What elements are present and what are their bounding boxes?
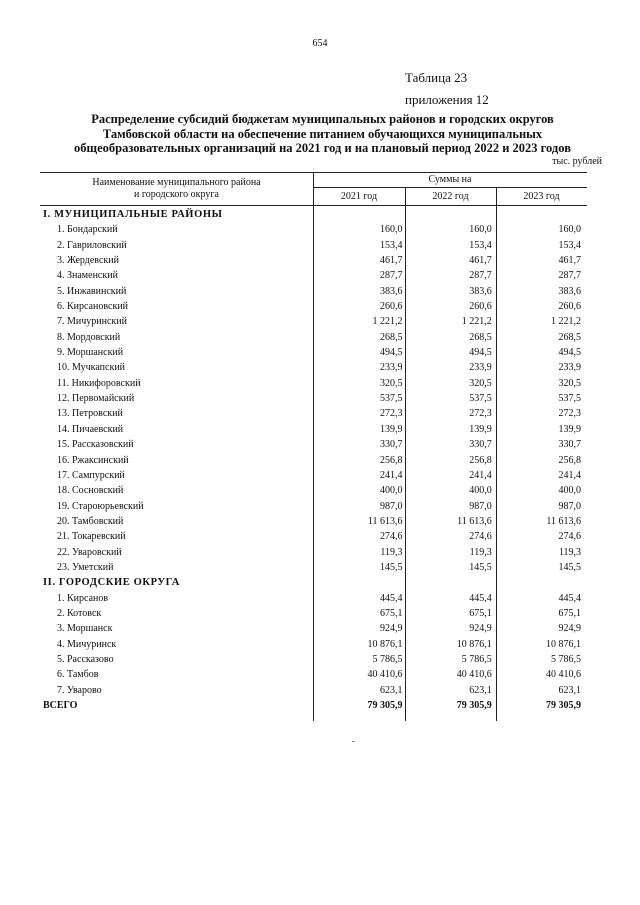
value-2022: 139,9	[469, 423, 492, 435]
value-2022: 1 221,2	[461, 316, 492, 328]
value-2023: 1 221,2	[551, 316, 581, 328]
value-2023: 987,0	[558, 500, 581, 512]
table-row	[40, 453, 585, 468]
row-name: 4. Знаменский	[57, 270, 118, 282]
table-row	[40, 468, 585, 483]
value-2022: 119,3	[469, 546, 492, 558]
value-2021: 987,0	[379, 500, 403, 512]
table-row	[40, 345, 585, 360]
table-row	[40, 299, 585, 314]
name-column-header	[40, 177, 313, 201]
value-2021: 287,7	[379, 270, 403, 282]
value-2023: 383,6	[558, 285, 581, 297]
table-row	[40, 606, 585, 621]
value-2023: 445,4	[558, 592, 581, 604]
row-name: 12. Первомайский	[57, 393, 135, 405]
value-2022: 924,9	[469, 623, 492, 635]
table-row	[40, 314, 585, 329]
value-2022: 274,6	[469, 531, 492, 543]
table-row	[40, 422, 585, 437]
value-2023: 260,6	[558, 301, 581, 313]
value-2021: 145,5	[379, 561, 403, 573]
value-2021: 119,3	[380, 546, 403, 558]
value-2021: 274,6	[379, 531, 403, 543]
value-2021	[317, 207, 406, 222]
value-2023: 160,0	[558, 224, 581, 236]
value-2022: 40 410,6	[456, 669, 492, 681]
row-name: 10. Мучкапский	[57, 362, 126, 374]
value-2022: 400,0	[469, 485, 492, 497]
row-name: 1. Бондарский	[57, 224, 118, 236]
row-name: 13. Петровский	[57, 408, 123, 420]
value-2022	[406, 575, 495, 590]
value-2023: 79 305,9	[546, 700, 581, 711]
value-2021: 1 221,2	[372, 316, 403, 328]
row-name: 2. Гавриловский	[57, 239, 127, 251]
title-line: Распределение субсидий бюджетам муниципальных районов и городских округов	[91, 112, 554, 126]
row-name: 1. Кирсанов	[57, 592, 109, 604]
value-2023: 272,3	[558, 408, 581, 420]
value-2021: 40 410,6	[367, 669, 403, 681]
value-2021: 5 786,5	[372, 653, 403, 665]
table-row	[40, 621, 585, 636]
sums-header: Суммы на	[428, 174, 472, 185]
year-header-2022: 2022 год	[432, 191, 469, 202]
row-name: 7. Мичуринский	[57, 316, 127, 328]
row-name: 23. Уметский	[57, 561, 114, 573]
value-2023: 274,6	[558, 531, 581, 543]
value-2023: 11 613,6	[546, 515, 581, 527]
table-row	[40, 268, 585, 283]
value-2022: 10 876,1	[456, 638, 492, 650]
value-2022: 494,5	[469, 347, 492, 359]
value-2023: 320,5	[558, 377, 581, 389]
row-name: 6. Тамбов	[57, 669, 99, 681]
table-row	[40, 330, 585, 345]
value-2023: 40 410,6	[546, 669, 581, 681]
table-row	[40, 437, 585, 452]
row-name: I. МУНИЦИПАЛЬНЫЕ РАЙОНЫ	[43, 209, 223, 220]
value-2023: 145,5	[558, 561, 581, 573]
value-2023: 537,5	[558, 393, 581, 405]
value-2023	[496, 575, 585, 590]
appendix-label: приложения 12	[405, 92, 489, 107]
value-2022: 383,6	[469, 285, 492, 297]
value-2022: 11 613,6	[457, 515, 492, 527]
row-name: 18. Сосновский	[57, 485, 124, 497]
table-row	[40, 360, 585, 375]
table-row	[40, 253, 585, 268]
value-2023: 400,0	[558, 485, 581, 497]
value-2022: 233,9	[469, 362, 492, 374]
value-2022: 153,4	[469, 239, 492, 251]
table-row	[40, 499, 585, 514]
value-2023: 233,9	[558, 362, 581, 374]
row-name: 3. Жердевский	[57, 255, 119, 267]
value-2022: 461,7	[469, 255, 492, 267]
row-name: 8. Мордовский	[57, 331, 121, 343]
value-2023: 139,9	[558, 423, 581, 435]
value-2022: 145,5	[469, 561, 492, 573]
page-number: 654	[312, 38, 328, 49]
year-header-2021: 2021 год	[340, 191, 378, 202]
value-2023: 10 876,1	[546, 638, 581, 650]
value-2021: 79 305,9	[367, 700, 403, 711]
value-2023: 494,5	[558, 347, 581, 359]
row-name: 11. Никифоровский	[57, 377, 141, 389]
value-2021: 272,3	[379, 408, 403, 420]
value-2021: 924,9	[379, 623, 403, 635]
table-row	[40, 406, 585, 421]
row-name: II. ГОРОДСКИЕ ОКРУГА	[43, 577, 180, 589]
section-row	[40, 575, 585, 590]
value-2023: 461,7	[558, 255, 581, 267]
row-name: 16. Ржаксинский	[57, 454, 129, 466]
units-label: тыс. рублей	[552, 156, 602, 167]
value-2023: 119,3	[558, 546, 581, 558]
row-name: 7. Уварово	[57, 684, 102, 696]
value-2023: 5 786,5	[551, 653, 581, 665]
table-row	[40, 545, 585, 560]
row-name: 15. Рассказовский	[57, 439, 134, 451]
value-2022: 537,5	[469, 393, 492, 405]
value-2021: 461,7	[379, 255, 403, 267]
value-2022: 623,1	[469, 684, 492, 696]
value-2022: 256,8	[469, 454, 492, 466]
row-name: 5. Инжавинский	[57, 285, 127, 297]
value-2023: 268,5	[558, 331, 581, 343]
scan-mark	[352, 741, 355, 742]
value-2022: 241,4	[469, 469, 492, 481]
value-2021: 623,1	[379, 684, 403, 696]
value-2021: 383,6	[379, 285, 403, 297]
row-name: 17. Сампурский	[57, 469, 125, 481]
value-2021: 675,1	[379, 607, 403, 619]
section-row	[40, 207, 585, 222]
row-name: ВСЕГО	[43, 700, 78, 711]
row-name: 4. Мичуринск	[57, 638, 117, 650]
value-2023: 287,7	[558, 270, 581, 282]
table-row	[40, 667, 585, 682]
value-2021: 241,4	[379, 469, 403, 481]
table-label: Таблица 23	[405, 70, 468, 85]
table-row	[40, 652, 585, 667]
value-2021: 494,5	[379, 347, 403, 359]
document-title	[40, 112, 605, 156]
value-2021: 330,7	[379, 439, 403, 451]
value-2021: 233,9	[379, 362, 403, 374]
value-2021: 320,5	[379, 377, 403, 389]
value-2022: 260,6	[469, 301, 492, 313]
value-2022: 160,0	[469, 224, 492, 236]
table-row	[40, 591, 585, 606]
value-2022: 79 305,9	[456, 700, 492, 711]
row-name: 6. Кирсановский	[57, 301, 129, 313]
value-2021: 139,9	[379, 423, 403, 435]
value-2023: 241,4	[558, 469, 581, 481]
title-line: общеобразовательных организаций на 2021 год и на плановый период 2022 и 2023 годов	[74, 141, 571, 155]
row-name: 21. Токаревский	[57, 531, 126, 543]
value-2021: 256,8	[379, 454, 403, 466]
subsidy-table	[40, 207, 585, 713]
title-line: Тамбовской области на обеспечение питанием обучающихся муниципальных	[102, 126, 543, 141]
value-2021: 445,4	[379, 592, 403, 604]
table-row	[40, 391, 585, 406]
value-2021: 10 876,1	[367, 638, 403, 650]
value-2022: 272,3	[469, 408, 492, 420]
value-2023: 153,4	[558, 239, 581, 251]
value-2021: 11 613,6	[367, 515, 403, 527]
row-name: 2. Котовск	[57, 607, 102, 619]
value-2023: 924,9	[558, 623, 581, 635]
row-name: 19. Староюрьевский	[57, 500, 144, 512]
row-name: 9. Моршанский	[57, 347, 124, 359]
value-2021	[317, 575, 406, 590]
value-2021: 537,5	[379, 393, 403, 405]
value-2021: 160,0	[379, 224, 403, 236]
value-2021: 260,6	[379, 301, 403, 313]
table-row	[40, 284, 585, 299]
table-row	[40, 483, 585, 498]
table-row	[40, 560, 585, 575]
table-row	[40, 222, 585, 237]
value-2023	[496, 207, 585, 222]
value-2022: 5 786,5	[461, 653, 492, 665]
value-2023: 623,1	[558, 684, 581, 696]
value-2022: 675,1	[469, 607, 492, 619]
name-column-header-line: и городского округа	[134, 189, 219, 200]
year-header-2023: 2023 год	[523, 191, 560, 202]
table-row	[40, 683, 585, 698]
value-2022: 330,7	[469, 439, 492, 451]
table-row	[40, 238, 585, 253]
value-2021: 153,4	[379, 239, 403, 251]
table-row	[40, 514, 585, 529]
row-name: 5. Рассказово	[57, 653, 114, 665]
value-2022: 287,7	[469, 270, 492, 282]
sums-header-rule	[313, 187, 587, 188]
value-2022	[406, 207, 495, 222]
name-column-header-line: Наименование муниципального района	[92, 177, 261, 188]
value-2023: 330,7	[558, 439, 581, 451]
value-2023: 256,8	[558, 454, 581, 466]
value-2022: 268,5	[469, 331, 492, 343]
row-name: 20. Тамбовский	[57, 515, 124, 527]
value-2022: 445,4	[469, 592, 492, 604]
row-name: 3. Моршанск	[57, 623, 113, 635]
value-2022: 320,5	[469, 377, 492, 389]
table-row	[40, 637, 585, 652]
row-name: 14. Пичаевский	[57, 423, 124, 435]
table-row	[40, 529, 585, 544]
value-2021: 400,0	[379, 485, 403, 497]
value-2021: 268,5	[379, 331, 403, 343]
row-name: 22. Уваровский	[57, 546, 122, 558]
total-row	[40, 698, 585, 713]
value-2023: 675,1	[558, 607, 581, 619]
table-row	[40, 376, 585, 391]
value-2022: 987,0	[469, 500, 492, 512]
